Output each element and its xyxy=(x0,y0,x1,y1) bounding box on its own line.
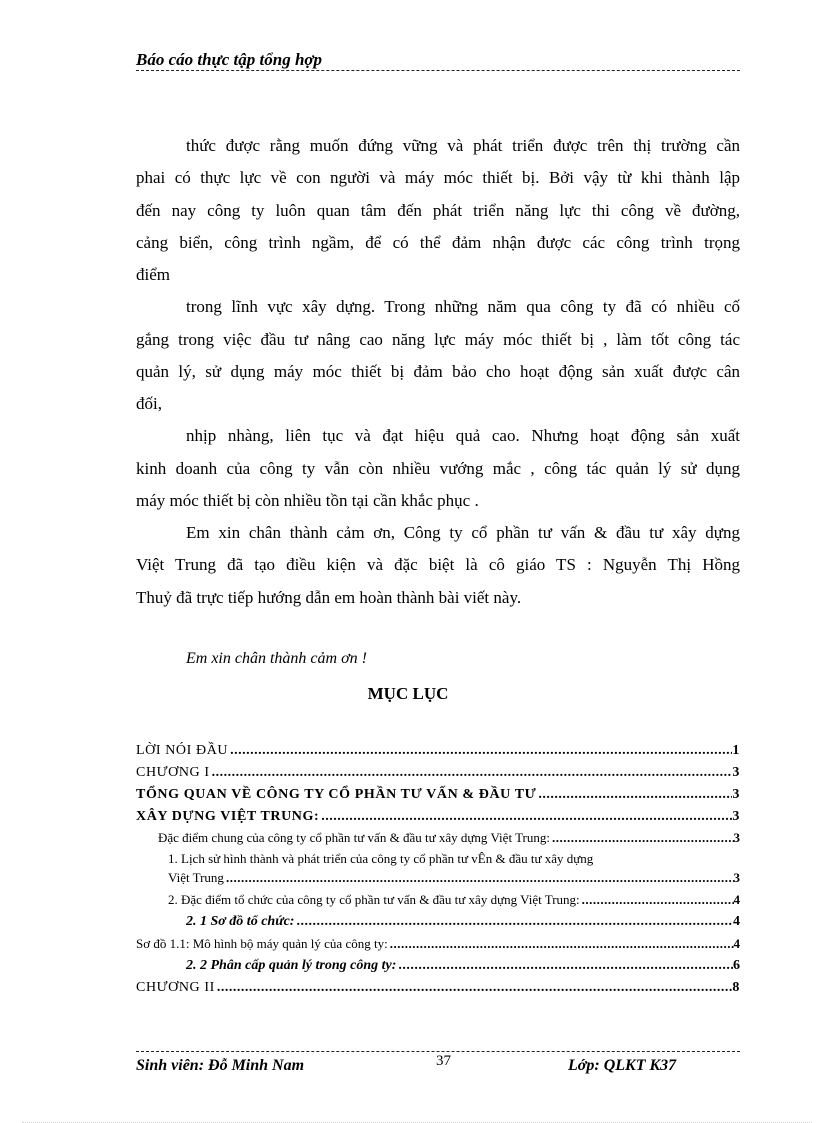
toc-entry-text: TỔNG QUAN VỀ CÔNG TY CỔ PHẦN TƯ VẤN & ĐẦU TƯ xyxy=(136,787,537,802)
toc-entry-text: CHƯƠNG I xyxy=(136,765,210,780)
body-line: trong lĩnh vực xây dựng. Trong những năm qua công ty đã có nhiều cố xyxy=(186,297,740,316)
body-line: Việt Trung đã tạo điều kiện và đặc biệt là cô giáo TS : Nguyễn Thị Hồng xyxy=(136,555,740,574)
toc-page-number: 4 xyxy=(733,914,740,929)
body-line: máy móc thiết bị còn nhiều tồn tại cần khắc phục . xyxy=(136,491,479,510)
body-line: cảng biển, công trình ngầm, để có thể đảm nhận được các công trình trọng xyxy=(136,233,740,252)
toc-page-number: 1 xyxy=(732,743,740,758)
toc-entry[interactable] xyxy=(186,955,740,975)
toc-leader xyxy=(217,979,733,997)
body-line: điểm xyxy=(136,265,170,284)
toc-page-number: 8 xyxy=(732,980,740,995)
toc-leader xyxy=(398,957,733,975)
body-line: thức được rằng muốn đứng vững và phát triển được trên thị trường cần xyxy=(186,136,740,155)
toc-entry-text: 1. Lịch sử hình thành và phát triển của công ty cổ phần tư vÊn & đầu tư xây dựng xyxy=(168,851,594,866)
toc-leader xyxy=(212,764,733,782)
toc-leader xyxy=(390,935,734,953)
toc-entry-text: Sơ đồ 1.1: Mô hình bộ máy quản lý của công ty: xyxy=(136,936,388,951)
toc-entry-text: 2. Đặc điểm tổ chức của công ty cổ phần tư vấn & đầu tư xây dựng Việt Trung: xyxy=(168,892,580,907)
body-line: gắng trong việc đầu tư nâng cao năng lực máy móc thiết bị , làm tốt công tác xyxy=(136,330,740,349)
toc-entry[interactable] xyxy=(136,740,740,760)
body-line: đối, xyxy=(136,394,162,413)
toc-leader xyxy=(552,829,734,847)
body-line: đến nay công ty luôn quan tâm đến phát triển năng lực thi công về đường, xyxy=(136,201,740,220)
toc-entry-text: Việt Trung xyxy=(168,870,224,885)
toc-entry[interactable] xyxy=(168,848,740,868)
body-line: kinh doanh của công ty vẫn còn nhiều vướng mắc , công tác quản lý sử dụng xyxy=(136,459,740,478)
toc-entry[interactable] xyxy=(136,977,740,997)
footer-student-name: Sinh viên: Đỗ Minh Nam xyxy=(136,1057,305,1074)
toc-page-number: 3 xyxy=(733,830,740,845)
toc-leader xyxy=(230,742,732,760)
body-line: quản lý, sử dụng máy móc thiết bị đảm bảo cho hoạt động sản xuất được cân xyxy=(136,362,740,381)
toc-entry-text: Đặc điểm chung của công ty cổ phần tư vấn & đầu tư xây dựng Việt Trung: xyxy=(158,830,550,845)
toc-entry[interactable] xyxy=(136,762,740,782)
body-line: nhịp nhàng, liên tục và đạt hiệu quả cao. Nhưng hoạt động sản xuất xyxy=(186,426,740,445)
toc-page-number: 4 xyxy=(733,936,740,951)
toc-leader xyxy=(321,808,732,826)
toc-page-number: 3 xyxy=(732,765,740,780)
toc-entry-text: CHƯƠNG II xyxy=(136,980,215,995)
toc-entry[interactable] xyxy=(136,784,740,804)
toc-leader xyxy=(296,913,733,931)
toc-leader xyxy=(226,869,734,887)
body-line: phai có thực lực về con người và máy móc thiết bị. Bởi vậy từ khi thành lập xyxy=(136,168,740,187)
toc-entry[interactable] xyxy=(168,889,740,909)
toc-entry[interactable] xyxy=(136,933,740,953)
toc-page-number: 3 xyxy=(732,787,740,802)
toc-page-number: 6 xyxy=(733,958,740,973)
body-line: Thuỷ đã trực tiếp hướng dẫn em hoàn thành bài viết này. xyxy=(136,588,522,607)
toc-entry-text: 2. 1 Sơ đồ tổ chức: xyxy=(186,914,295,929)
closing-thanks: Em xin chân thành cảm ơn ! xyxy=(186,650,367,667)
toc-entry-text: XÂY DỰNG VIỆT TRUNG: xyxy=(136,809,320,824)
footer-class: Lớp: QLKT K37 xyxy=(568,1057,677,1074)
footer-page-number: 37 xyxy=(436,1053,451,1069)
footer-divider xyxy=(136,1051,740,1052)
header-divider xyxy=(136,70,740,71)
body-line: Em xin chân thành cảm ơn, Công ty cổ phần tư vấn & đầu tư xây dựng xyxy=(186,523,740,542)
toc-entry-text: 2. 2 Phân cấp quản lý trong công ty: xyxy=(186,958,397,973)
toc-entry[interactable] xyxy=(136,806,740,826)
report-header-title: Báo cáo thực tập tổng hợp xyxy=(136,50,323,69)
toc-page-number: 3 xyxy=(733,870,740,885)
toc-page-number: 4 xyxy=(733,892,740,907)
toc-page-number: 3 xyxy=(732,809,740,824)
toc-title: MỤC LỤC xyxy=(367,684,449,703)
toc-entry[interactable] xyxy=(168,867,740,887)
toc-entry[interactable] xyxy=(158,827,740,847)
toc-entry[interactable] xyxy=(186,911,740,931)
toc-leader xyxy=(582,891,734,909)
toc-entry-text: LỜI NÓI ĐẦU xyxy=(136,743,229,758)
toc-leader xyxy=(538,786,732,804)
